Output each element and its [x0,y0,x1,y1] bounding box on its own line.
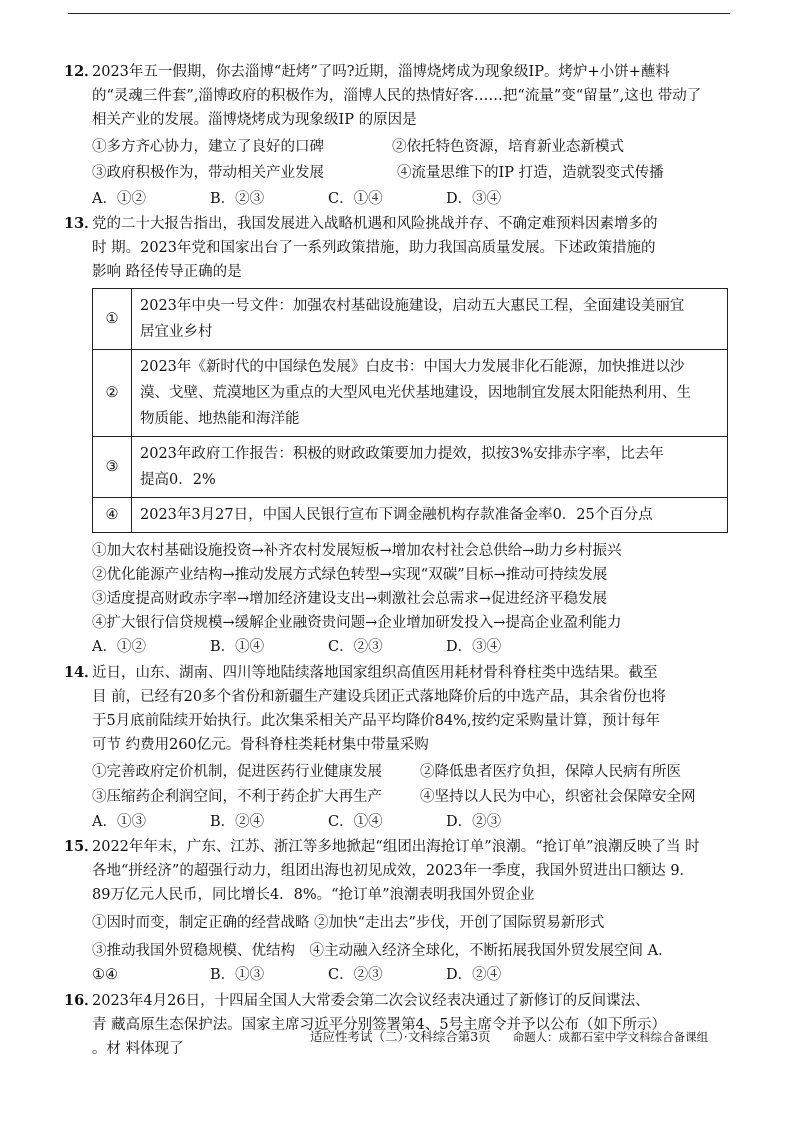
option-3: ③政府积极作为，带动相关产业发展 [92,165,324,181]
row-text [132,437,728,498]
row-text [132,289,728,350]
answer-d: D．③④ [446,191,502,207]
row-line: 2023年政府工作报告：积极的财政政策要加力提效，拟按3%安排赤字率，比去年 [140,446,664,462]
row-line: 提高0．2% [140,472,216,488]
row-text [132,498,728,533]
question-16 [64,989,734,1061]
chain-line: ②优化能源产业结构→推动发展方式绿色转型→实现“双碳”目标→推动可持续发展 [92,567,608,583]
chain-line: ④扩大银行信贷规模→缓解企业融资贵问题→企业增加研发投入→提高企业盈利能力 [92,615,622,631]
question-number: 12． [64,63,99,80]
stem-line: 各地“拼经济”的超强行动力，组团出海也初见成效，2023年一季度，我国外贸进出口额达 9． [92,863,695,879]
answer-c: C．②③ [328,639,383,655]
option-row [64,161,734,185]
answer-a: A．①② [92,639,146,655]
question-stem [92,212,734,236]
row-marker: ④ [93,498,132,533]
option-row [64,135,734,159]
exam-page [64,60,734,1061]
chain-line: ③适度提高财政赤字率→增加经济建设支出→刺激社会总需求→促进经济平稳发展 [92,591,607,607]
option-2: ②依托特色资源，培育新业态新模式 [392,139,624,155]
row-line: 2023年中央一号文件：加强农村基础设施建设，启动五大惠民工程，全面建设美丽宜 [140,298,685,314]
answer-a: A．①② [92,191,146,207]
options-line: ③推动我国外贸稳规模、优结构 ④主动融入经济全球化，不断拓展我国外贸发展空间 A． [92,943,673,959]
row-line: 物质能、地热能和海洋能 [140,411,300,427]
question-15 [64,835,734,987]
question-number: 16． [64,992,99,1009]
answer-c: C．②③ [328,967,383,983]
policy-table [92,288,728,533]
question-stem [92,835,734,859]
answer-a: ①④ [92,967,118,983]
answer-choices [64,963,734,987]
footer-author: 命题人：成都石室中学文科综合备课组 [512,1030,709,1044]
stem-line: 。材 料体现了 [92,1041,184,1057]
stem-line: 青 藏高原生态保护法。国家主席习近平分别签署第4、5号主席令并予以公布（如下所示） [92,1017,667,1033]
answer-d: D．②④ [446,967,502,983]
stem-line: 89万亿元人民币，同比增长4．8%。“抢订单”浪潮表明我国外贸企业 [92,887,535,903]
answer-b: B．①④ [210,639,265,655]
question-stem [92,661,734,685]
question-number: 14． [64,664,99,681]
row-line: 漠、戈壁、荒漠地区为重点的大型风电光伏基地建设，因地制宜发展太阳能热利用、生 [140,385,691,401]
row-marker: ② [93,350,132,437]
stem-line: 2023年五一假期，你去淄博“赶烤”了吗?近期，淄博烧烤成为现象级IP。烤炉+小饼+蘸料 [92,64,670,80]
options-line: ①因时而变，制定正确的经营战略 ②加快“走出去”步伐，开创了国际贸易新形式 [92,915,605,931]
answer-choices [64,635,734,659]
answer-a: A．①③ [92,814,146,830]
table-row [93,437,728,498]
stem-line: 相关产业的发展。淄博烧烤成为现象级IP 的原因是 [92,112,417,128]
stem-line: 的“灵魂三件套”,淄博政府的积极作为，淄博人民的热情好客……把“流量”变“留量”,这也 带动了 [92,88,702,104]
stem-line: 时 期。2023年党和国家出台了一系列政策措施，助力我国高质量发展。下述政策措施的 [92,240,656,256]
question-stem [92,989,734,1013]
answer-b: B．②④ [210,814,265,830]
option-4: ④流量思维下的IP 打造，造就裂变式传播 [397,165,664,181]
question-number: 13． [64,215,99,232]
answer-b: B．②③ [210,191,265,207]
answer-d: D．③④ [446,639,502,655]
answer-choices [64,810,734,834]
option-1: ①多方齐心协力，建立了良好的口碑 [92,139,324,155]
stem-line: 党的二十大报告指出，我国发展进入战略机遇和风险挑战并存、不确定难预料因素增多的 [92,216,658,232]
footer-title: 适应性考试（二）·文科综合第3页 [310,1029,491,1044]
answer-c: C．①④ [328,814,383,830]
question-14 [64,661,734,834]
question-12 [64,60,734,211]
stem-line: 影响 路径传导正确的是 [92,264,242,280]
row-line: 居宜业乡村 [140,324,213,340]
answer-b: B．①③ [210,967,265,983]
table-row [93,498,728,533]
header-rule [68,13,730,14]
stem-line: 2023年4月26日，十四届全国人大常委会第二次会议经表决通过了新修订的反间谍法、 [92,993,650,1009]
answer-c: C．①④ [328,191,383,207]
option-3: ③压缩药企利润空间，不利于药企扩大再生产 [92,789,382,805]
stem-line: 目 前，已经有20多个省份和新疆生产建设兵团正式落地降价后的中选产品，其余省份也将 [92,689,667,705]
answer-choices [64,187,734,211]
page-footer [310,1027,708,1045]
question-stem [92,60,734,84]
chain-line: ①加大农村基础设施投资→补齐农村发展短板→增加农村社会总供给→助力乡村振兴 [92,543,622,559]
stem-line: 可节 约费用260亿元。骨科脊柱类耗材集中带量采购 [92,737,429,753]
row-text [132,350,728,437]
question-13 [64,212,734,659]
stem-line: 近日，山东、湖南、四川等地陆续落地国家组织高值医用耗材骨科脊柱类中选结果。截至 [92,665,658,681]
table-row [93,350,728,437]
stem-line: 2022年年末，广东、江苏、浙江等多地掀起“组团出海抢订单”浪潮。“抢订单”浪潮反映了当 时 [92,839,700,855]
question-number: 15． [64,838,99,855]
stem-line: 于5月底前陆续开始执行。此次集采相关产品平均降价84%,按约定采购量计算，预计每年 [92,713,661,729]
option-1: ①完善政府定价机制，促进医药行业健康发展 [92,764,382,780]
option-row [64,785,734,809]
row-marker: ① [93,289,132,350]
option-2: ②降低患者医疗负担，保障人民病有所医 [420,764,681,780]
row-marker: ③ [93,437,132,498]
option-4: ④坚持以人民为中心，织密社会保障安全网 [420,789,696,805]
row-line: 2023年《新时代的中国绿色发展》白皮书：中国大力发展非化石能源，加快推进以沙 [140,359,685,375]
option-row [64,760,734,784]
row-line: 2023年3月27日，中国人民银行宣布下调金融机构存款准备金率0．25个百分点 [140,507,653,523]
answer-d: D．②③ [446,814,502,830]
table-row [93,289,728,350]
